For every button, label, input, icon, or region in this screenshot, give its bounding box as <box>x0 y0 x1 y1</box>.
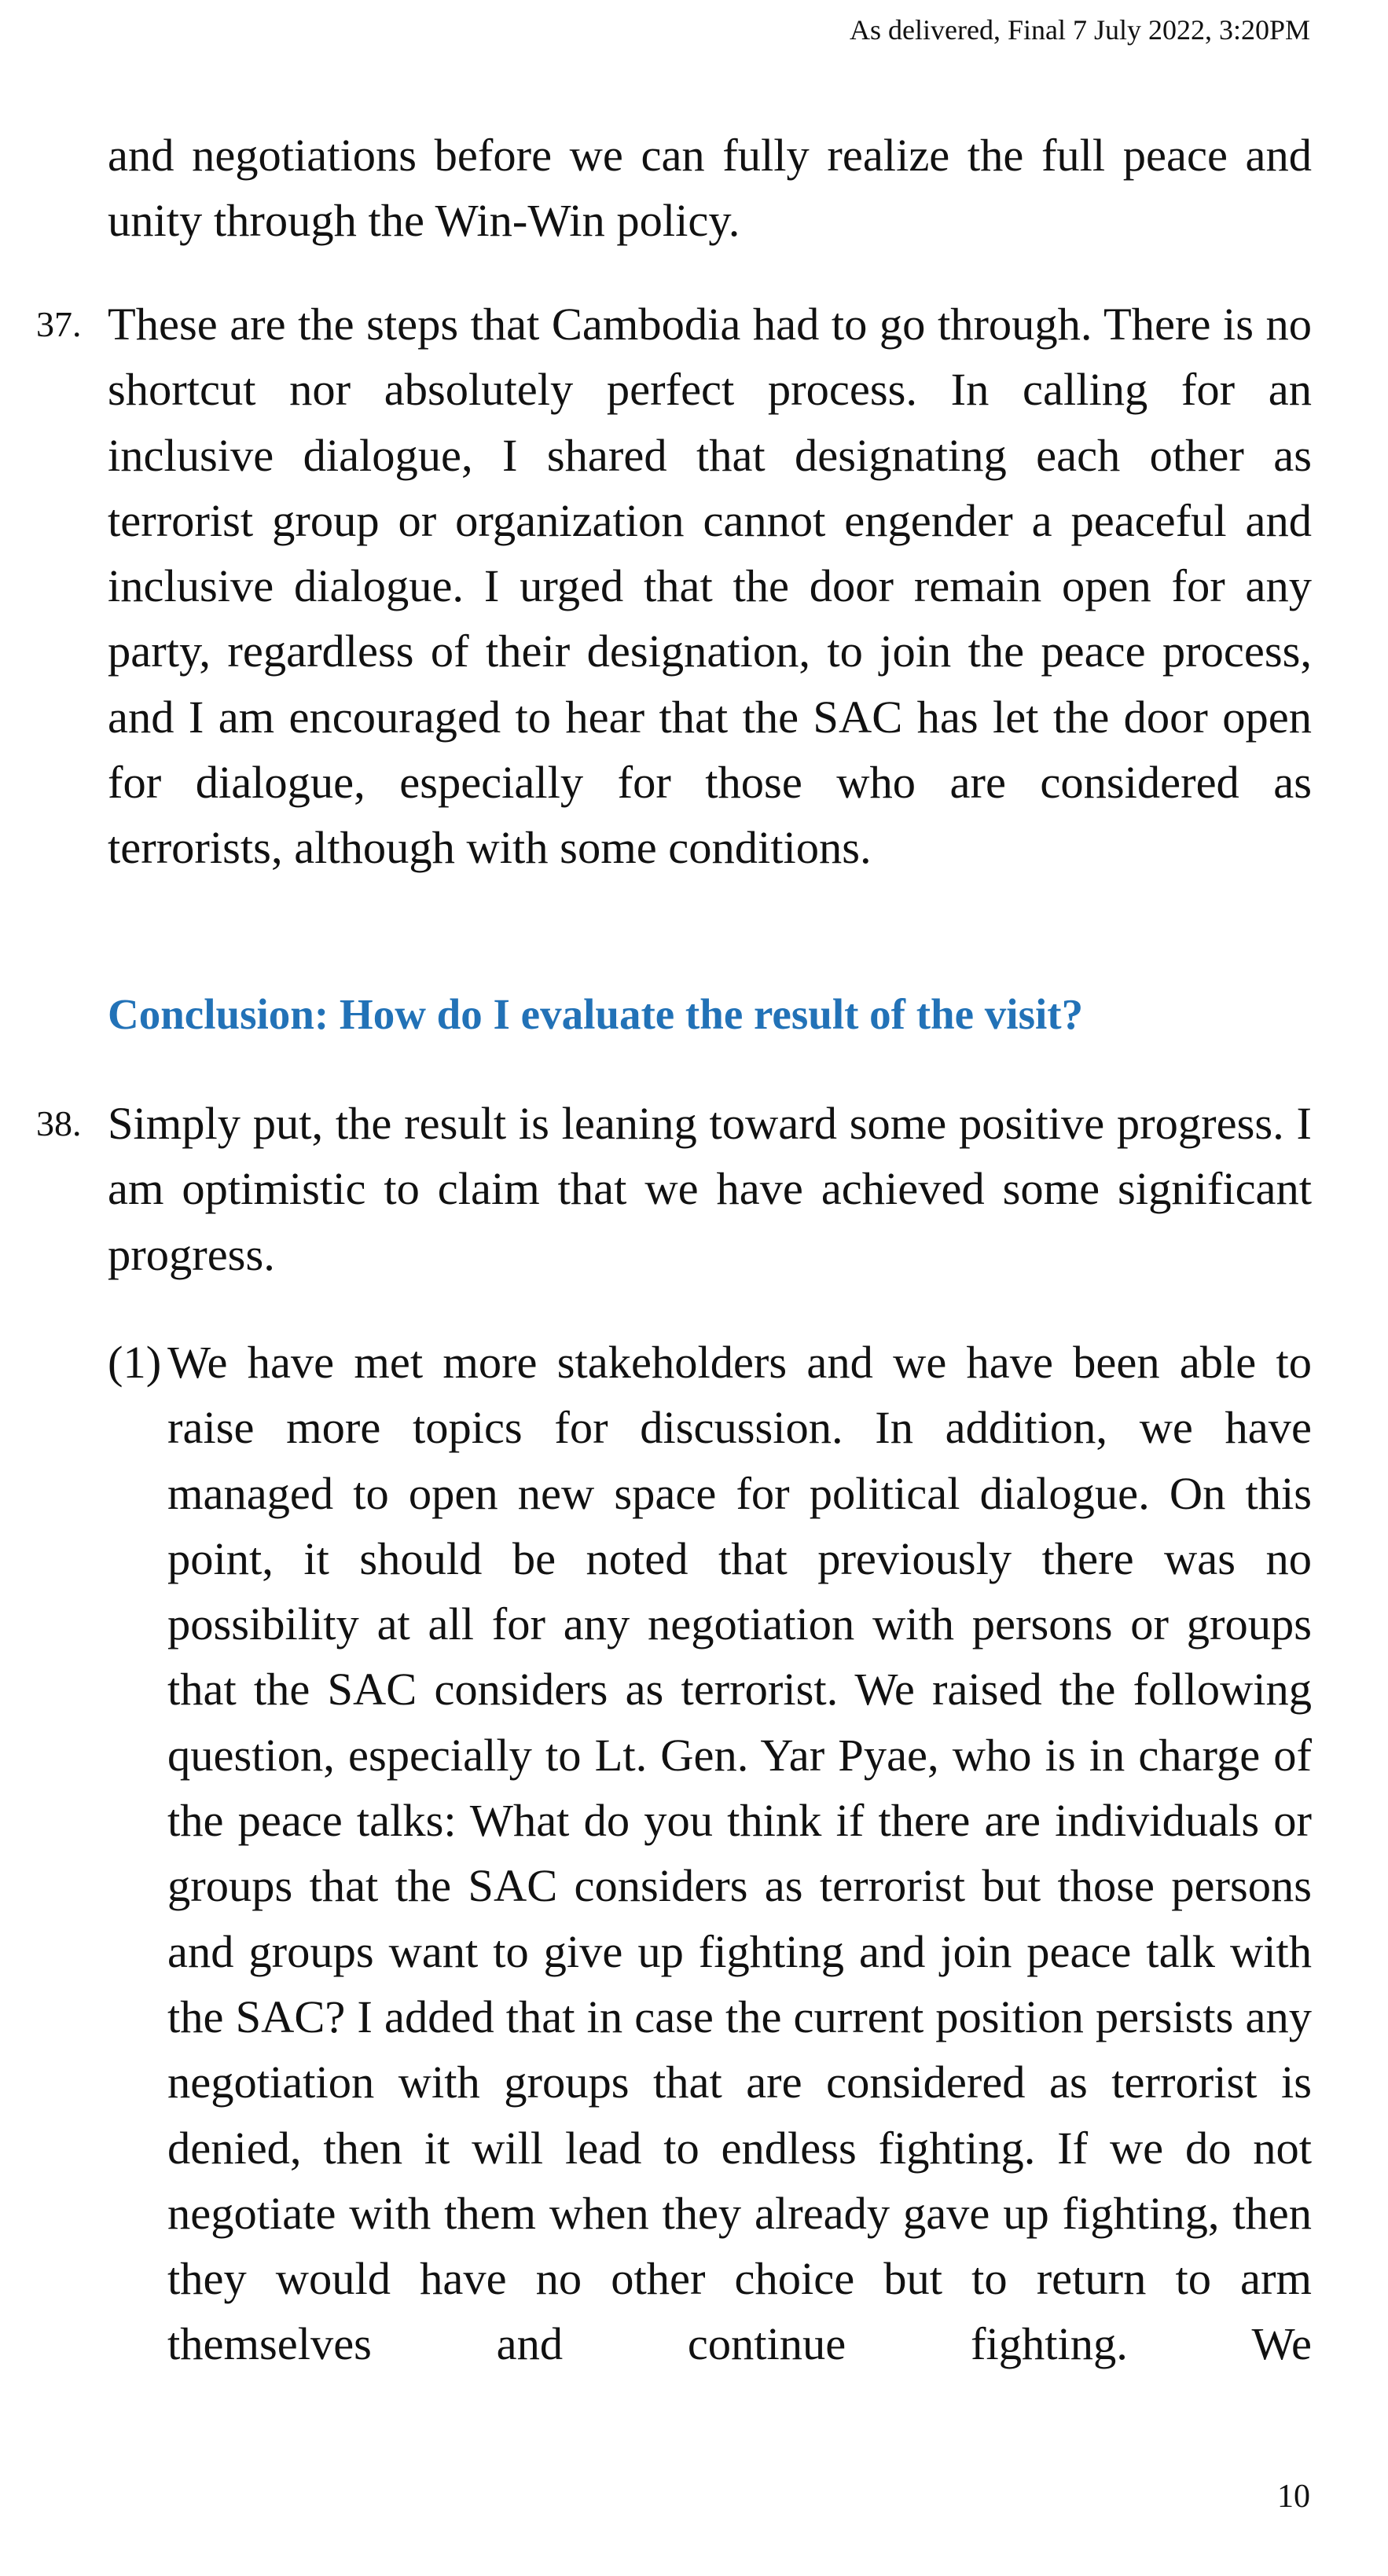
subpoint-label: (1) <box>108 1337 162 1388</box>
paragraph-37 <box>36 292 1312 881</box>
paragraph-38 <box>36 1091 1312 1287</box>
document-header-date: As delivered, Final 7 July 2022, 3:20PM <box>850 14 1310 46</box>
paragraph-number: 38. <box>36 1103 82 1143</box>
subpoint-1 <box>108 1330 1312 2377</box>
paragraph-text: Simply put, the result is leaning toward some positive progress. I am optimistic to claim that we have achieved some significant progress. <box>108 1098 1312 1280</box>
subpoint-text: We have met more stakeholders and we have been able to raise more topics for discussion. In addition, we have managed to open new space for political dialogue. On this point, it should be noted that previously there was no possibility at all for any negotiation with persons or groups that the SAC considers as terrorist. We raised the following question, especially to Lt. Gen. Yar Pyae, who is in charge of the peace talks: What do you think if there are individuals or groups that the SAC considers as terrorist but those persons and groups want to give up fighting and join peace talk with the SAC? I added that in case the current position persists any negotiation with groups that are considered as terrorist is denied, then it will lead to endless fighting. If we do not negotiate with them when they already gave up fighting, then they would have no other choice but to return to arm themselves and continue fighting. We <box>167 1337 1312 2370</box>
paragraph-number: 37. <box>36 304 82 344</box>
page-number: 10 <box>1277 2479 1310 2515</box>
continuation-paragraph: and negotiations before we can fully realize the full peace and unity through the Win-Win policy. <box>108 130 1312 247</box>
paragraph-text: These are the steps that Cambodia had to go through. There is no shortcut nor absolutely perfect process. In calling for an inclusive dialogue, I shared that designating each other as terrorist group or organization cannot engender a peaceful and inclusive dialogue. I urged that the door remain open for any party, regardless of their designation, to join the peace process, and I am encouraged to hear that the SAC has let the door open for dialogue, especially for those who are considered as terrorists, although with some conditions. <box>108 299 1312 874</box>
section-heading: Conclusion: How do I evaluate the result of the visit? <box>108 990 1084 1038</box>
